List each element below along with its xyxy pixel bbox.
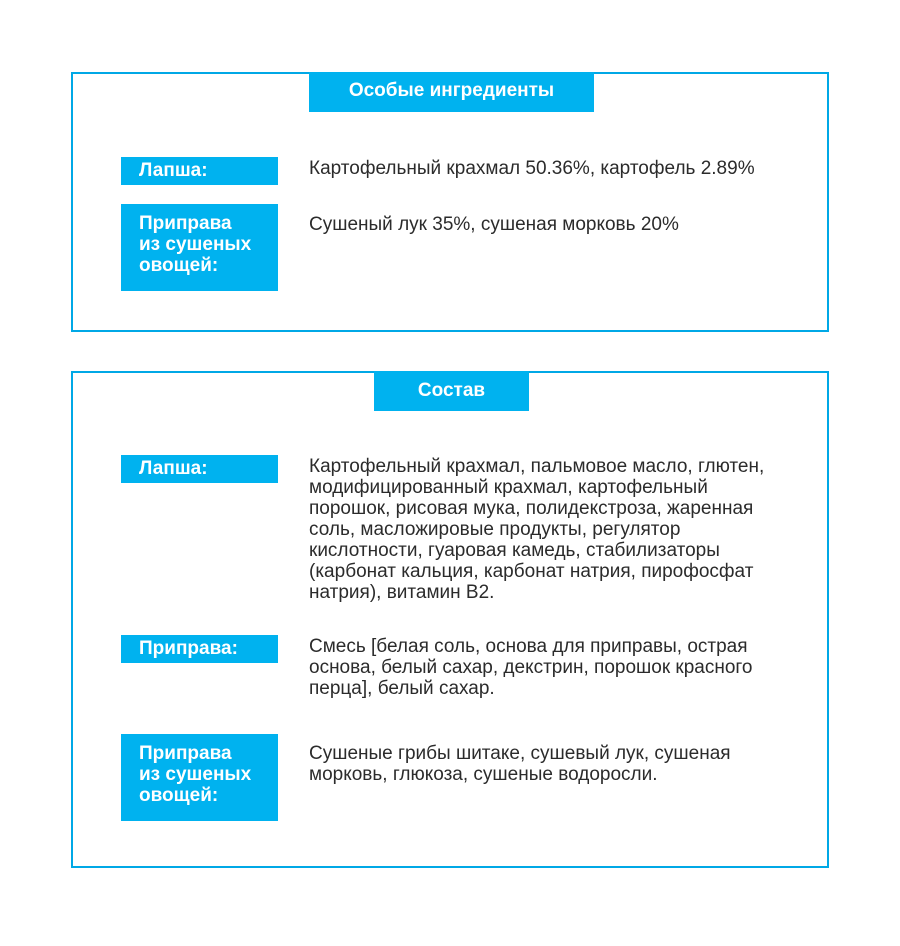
special-ingredients-panel <box>71 72 829 332</box>
row-value: Сушеный лук 35%, сушеная морковь 20% <box>309 214 679 235</box>
row-label: Приправа из сушеных овощей: <box>121 734 278 821</box>
row-label: Лапша: <box>121 157 278 185</box>
composition-panel <box>71 371 829 868</box>
row-label: Приправа из сушеных овощей: <box>121 204 278 291</box>
panel-title: Состав <box>374 371 529 411</box>
row-label: Приправа: <box>121 635 278 663</box>
row-value: Смесь [белая соль, основа для приправы, острая основа, белый сахар, декстрин, порошок красного перца], белый сахар. <box>309 636 753 699</box>
row-value: Сушеные грибы шитаке, сушевый лук, сушеная морковь, глюкоза, сушеные водоросли. <box>309 743 731 785</box>
row-value: Картофельный крахмал 50.36%, картофель 2.89% <box>309 158 755 179</box>
row-value: Картофельный крахмал, пальмовое масло, глютен, модифицированный крахмал, картофельный порошок, рисовая мука, полидекстроза, жаренная соль, масложировые продукты, регулятор кислотности, гуаровая камедь, стабилизаторы (карбонат кальция, карбонат натрия, пирофосфат натрия), витамин В2. <box>309 456 765 603</box>
row-label: Лапша: <box>121 455 278 483</box>
panel-title: Особые ингредиенты <box>309 72 594 112</box>
